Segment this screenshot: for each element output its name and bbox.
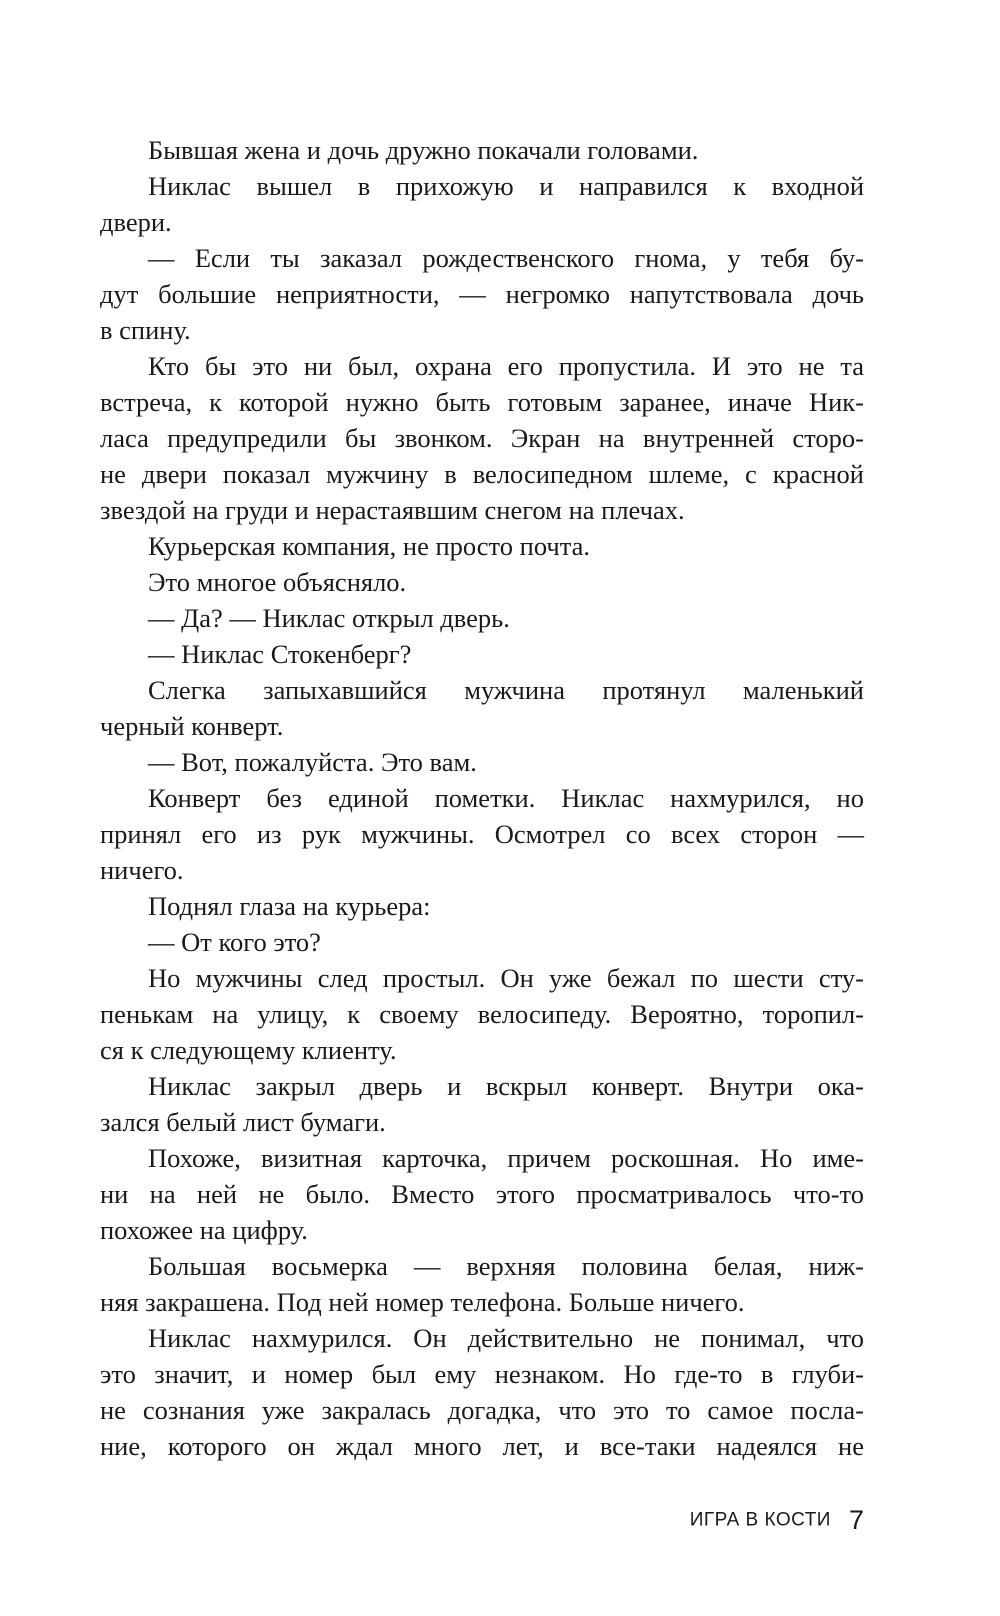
text-line: — Если ты заказал рождественского гнома, у тебя бу- xyxy=(148,243,864,273)
text-line: Кто бы это ни был, охрана его пропустила. И это не та xyxy=(148,351,864,381)
text-line: зался белый лист бумаги. xyxy=(100,1107,386,1137)
text-line: ничего. xyxy=(100,855,184,885)
text-line: Похоже, визитная карточка, причем роскошная. Но име- xyxy=(148,1143,864,1173)
page-footer xyxy=(100,1505,864,1536)
text-line: Это многое объясняло. xyxy=(148,567,407,597)
text-line: встреча, к которой нужно быть готовым заранее, иначе Ник- xyxy=(100,387,864,417)
text-line: пенькам на улицу, к своему велосипеду. Вероятно, торопил- xyxy=(100,999,864,1029)
text-line: Бывшая жена и дочь дружно покачали головами. xyxy=(148,135,699,165)
text-line: ни на ней не было. Вместо этого просматривалось что-то xyxy=(100,1179,864,1209)
text-line: — От кого это? xyxy=(148,927,321,957)
text-line: — Вот, пожалуйста. Это вам. xyxy=(148,747,477,777)
text-line: это значит, и номер был ему незнаком. Но где-то в глуби- xyxy=(100,1359,864,1389)
text-line: ласа предупредили бы звонком. Экран на внутренней сторо- xyxy=(100,423,864,453)
text-line: Большая восьмерка — верхняя половина белая, ниж- xyxy=(148,1251,864,1281)
text-line: Никлас нахмурился. Он действительно не понимал, что xyxy=(148,1323,864,1353)
text-line: черный конверт. xyxy=(100,711,284,741)
text-line: не сознания уже закралась догадка, что это то самое посла- xyxy=(100,1395,864,1425)
text-line: звездой на груди и нерастаявшим снегом на плечах. xyxy=(100,495,685,525)
body-text xyxy=(100,132,864,1464)
text-line: ся к следующему клиенту. xyxy=(100,1035,397,1065)
text-line: Но мужчины след простыл. Он уже бежал по шести сту- xyxy=(148,963,864,993)
running-title: ИГРА В КОСТИ xyxy=(689,1509,831,1531)
text-line: — Да? — Никлас открыл дверь. xyxy=(148,603,510,633)
text-line: Слегка запыхавшийся мужчина протянул маленький xyxy=(148,675,864,705)
text-line: двери. xyxy=(100,207,172,237)
text-line: принял его из рук мужчины. Осмотрел со всех сторон — xyxy=(100,819,864,849)
text-line: похожее на цифру. xyxy=(100,1215,308,1245)
text-line: ние, которого он ждал много лет, и все-таки надеялся не xyxy=(100,1431,864,1461)
text-line: в спину. xyxy=(100,315,191,345)
text-line: Курьерская компания, не просто почта. xyxy=(148,531,591,561)
text-line: — Никлас Стокенберг? xyxy=(148,639,412,669)
text-line: не двери показал мужчину в велосипедном шлеме, с красной xyxy=(100,459,864,489)
page-number: 7 xyxy=(848,1505,864,1535)
text-line: Никлас вышел в прихожую и направился к входной xyxy=(148,171,864,201)
text-line: Никлас закрыл дверь и вскрыл конверт. Внутри ока- xyxy=(148,1071,864,1101)
text-line: дут большие неприятности, — негромко напутствовала дочь xyxy=(100,279,864,309)
text-line: Конверт без единой пометки. Никлас нахмурился, но xyxy=(148,783,864,813)
text-line: няя закрашена. Под ней номер телефона. Больше ничего. xyxy=(100,1287,745,1317)
text-line: Поднял глаза на курьера: xyxy=(148,891,431,921)
